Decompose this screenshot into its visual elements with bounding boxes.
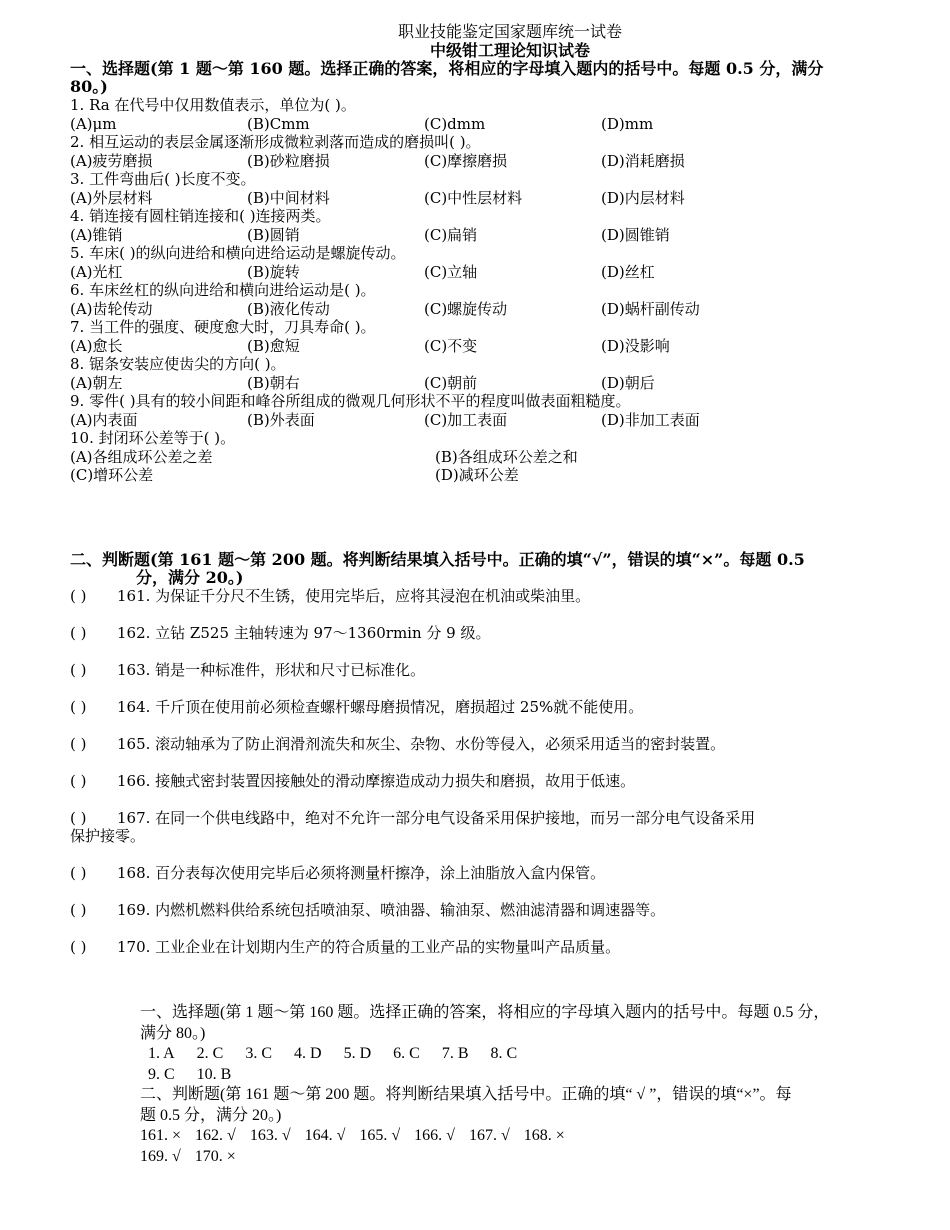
answer-blank: ( ) xyxy=(70,808,87,827)
answer-row xyxy=(140,1044,912,1065)
option-c: (C)增环公差 xyxy=(70,466,154,484)
option-c: (C)立轴 xyxy=(424,262,478,281)
answer-blank: ( ) xyxy=(70,901,87,919)
exam-page xyxy=(70,22,910,957)
answer-entry: 166. √ xyxy=(414,1127,455,1144)
option-c: (C)扁销 xyxy=(424,225,478,244)
judgment-item xyxy=(70,624,910,643)
question-item xyxy=(70,244,910,281)
answer-entry: 167. √ xyxy=(468,1127,510,1144)
option-c: (C)中性层材料 xyxy=(424,188,523,207)
option-a: (A)μm xyxy=(70,114,117,133)
option-a: (A)愈长 xyxy=(70,336,123,355)
option-b: (B)旋转 xyxy=(247,262,300,281)
option-c: (C)不变 xyxy=(424,336,478,355)
answer-entry: 161. × xyxy=(140,1127,182,1144)
answer-entry: 163. √ xyxy=(249,1127,291,1144)
answer-entry: 5. D xyxy=(343,1045,372,1062)
judgment-item xyxy=(70,772,910,791)
question-stem: 9. 零件( )具有的较小间距和峰谷所组成的微观几何形状不平的程度叫做表面粗糙度。 xyxy=(70,392,631,410)
option-c: (C)加工表面 xyxy=(424,410,508,429)
option-b: (B)中间材料 xyxy=(247,188,330,207)
answer-sec1-heading-cont: 满分 80。) xyxy=(140,1024,206,1042)
answer-sec1-heading: 一、选择题(第 1 题～第 160 题。选择正确的答案，将相应的字母填入题内的括号中。每题 0.5 分， xyxy=(140,1004,830,1021)
judgment-text: 166. 接触式密封装置因接触处的滑动摩擦造成动力损失和磨损，故用于低速。 xyxy=(117,771,636,790)
option-a: (A)齿轮传动 xyxy=(70,299,153,318)
answer-entry: 2. C xyxy=(196,1045,224,1062)
question-stem: 10. 封闭环公差等于( )。 xyxy=(70,429,236,447)
question-item xyxy=(70,96,910,133)
judgment-text: 169. 内燃机燃料供给系统包括喷油泵、喷油器、输油泵、燃油滤清器和调速器等。 xyxy=(117,901,666,919)
question-stem: 4. 销连接有圆柱销连接和( )连接两类。 xyxy=(70,207,331,225)
section1-heading: 一、选择题(第 1 题～第 160 题。选择正确的答案，将相应的字母填入题内的括号中。每题 0.5 分，满分 xyxy=(70,59,824,78)
option-b: (B)Cmm xyxy=(247,114,310,133)
judgment-item xyxy=(70,698,910,717)
option-d: (D)丝杠 xyxy=(601,262,655,281)
judgment-text: 162. 立钻 Z525 主轴转速为 97～1360rmin 分 9 级。 xyxy=(117,623,491,642)
judgment-text: 165. 滚动轴承为了防止润滑剂流失和灰尘、杂物、水份等侵入，必须采用适当的密封装置。 xyxy=(117,734,726,753)
option-d: (D)消耗磨损 xyxy=(601,151,685,170)
option-b: (B)圆销 xyxy=(247,225,300,244)
judgment-item xyxy=(70,864,910,883)
option-a: (A)外层材料 xyxy=(70,188,153,207)
section-multiple-choice xyxy=(70,60,910,485)
option-a: (A)各组成环公差之差 xyxy=(70,447,213,466)
answer-entry: 169. √ xyxy=(140,1147,181,1165)
answer-blank: ( ) xyxy=(70,660,87,679)
exam-subtitle: 中级钳工理论知识试卷 xyxy=(429,41,590,60)
answer-entry: 1. A xyxy=(148,1045,175,1062)
answer-row xyxy=(140,1065,912,1086)
option-c: (C)螺旋传动 xyxy=(424,299,508,318)
option-d: (D)圆锥销 xyxy=(601,225,670,244)
option-b: (B)液化传动 xyxy=(247,299,330,318)
judgment-text: 167. 在同一个供电线路中，绝对不允许一部分电气设备采用保护接地，而另一部分电气设备采用 xyxy=(117,808,756,827)
option-b: (B)外表面 xyxy=(247,410,315,429)
judgment-text: 168. 百分表每次使用完毕后必须将测量杆擦净，涂上油脂放入盒内保管。 xyxy=(117,864,606,882)
answer-blank: ( ) xyxy=(70,938,87,956)
answer-row xyxy=(140,1126,912,1147)
judgment-item xyxy=(70,901,910,920)
option-a: (A)内表面 xyxy=(70,410,138,429)
answer-entry: 170. × xyxy=(194,1147,236,1165)
answer-row xyxy=(140,1147,912,1168)
option-b: (B)砂粒磨损 xyxy=(247,151,330,170)
question-item xyxy=(70,355,910,392)
section-true-false xyxy=(70,551,910,957)
option-d: (D)减环公差 xyxy=(435,466,519,484)
judgment-text: 163. 销是一种标准件，形状和尺寸已标准化。 xyxy=(117,660,426,679)
judgment-item xyxy=(70,809,910,846)
judgment-item xyxy=(70,587,910,606)
answer-blank: ( ) xyxy=(70,586,87,605)
option-c: (C)dmm xyxy=(424,114,486,133)
question-stem: 8. 锯条安装应使齿尖的方向( )。 xyxy=(70,355,286,373)
answer-entry: 162. √ xyxy=(195,1127,236,1144)
question-stem: 2. 相互运动的表层金属逐渐形成微粒剥落而造成的磨损叫( )。 xyxy=(70,133,481,151)
answer-entry: 164. √ xyxy=(304,1127,346,1144)
question-item xyxy=(70,170,910,207)
answer-blank: ( ) xyxy=(70,864,87,882)
answer-sec2-heading: 二、判断题(第 161 题～第 200 题。将判断结果填入括号中。正确的填“ √ ”，错误的填“×”。每 xyxy=(140,1086,792,1103)
option-d: (D)mm xyxy=(601,114,654,133)
answer-entry: 7. B xyxy=(441,1045,469,1062)
option-d: (D)没影响 xyxy=(601,336,670,355)
option-a: (A)光杠 xyxy=(70,262,123,281)
exam-title: 职业技能鉴定国家题库统一试卷 xyxy=(397,22,622,41)
question-stem: 6. 车床丝杠的纵向进给和横向进给运动是( )。 xyxy=(70,281,376,299)
option-d: (D)内层材料 xyxy=(601,188,685,207)
option-b: (B)愈短 xyxy=(247,336,300,355)
option-a: (A)锥销 xyxy=(70,225,123,244)
judgment-text-cont: 保护接零。 xyxy=(70,827,146,845)
option-d: (D)非加工表面 xyxy=(601,410,700,429)
option-b: (B)朝右 xyxy=(247,373,300,392)
answer-entry: 10. B xyxy=(196,1065,232,1083)
judgment-item xyxy=(70,938,910,957)
option-c: (C)朝前 xyxy=(424,373,478,392)
option-d: (D)朝后 xyxy=(601,373,655,392)
answer-entry: 4. D xyxy=(294,1045,322,1062)
question-stem: 7. 当工件的强度、硬度愈大时，刀具寿命( )。 xyxy=(70,318,376,336)
section1-heading-cont: 80。) xyxy=(70,77,108,96)
judgment-item xyxy=(70,735,910,754)
answer-entry: 168. × xyxy=(523,1127,565,1144)
judgment-text: 164. 千斤顶在使用前必须检查螺杆螺母磨损情况，磨损超过 25%就不能使用。 xyxy=(117,697,644,716)
section2-heading-cont: 分，满分 20。) xyxy=(136,567,244,587)
answer-entry: 165. √ xyxy=(359,1127,401,1144)
option-a: (A)疲劳磨损 xyxy=(70,151,153,170)
question-item xyxy=(70,318,910,355)
question-list xyxy=(70,96,910,429)
option-d: (D)蜗杆副传动 xyxy=(601,299,700,318)
question-stem: 3. 工件弯曲后( )长度不变。 xyxy=(70,170,256,188)
answer-entry: 3. C xyxy=(245,1045,273,1062)
option-c: (C)摩擦磨损 xyxy=(424,151,508,170)
question-item xyxy=(70,133,910,170)
section2-heading: 二、判断题(第 161 题～第 200 题。将判断结果填入括号中。正确的填“√”，错误的填“×”。每题 0.5 xyxy=(70,549,805,569)
question-stem: 1. Ra 在代号中仅用数值表示，单位为( )。 xyxy=(70,96,356,114)
answer-entry: 8. C xyxy=(490,1045,518,1062)
question-item xyxy=(70,207,910,244)
judgment-text: 170. 工业企业在计划期内生产的符合质量的工业产品的实物量叫产品质量。 xyxy=(117,938,621,956)
answer-entry: 9. C xyxy=(148,1065,175,1083)
answer-entry: 6. C xyxy=(393,1045,420,1062)
answer-blank: ( ) xyxy=(70,734,87,753)
answer-blank: ( ) xyxy=(70,697,87,716)
judgment-list xyxy=(70,587,910,957)
question-stem: 5. 车床( )的纵向进给和横向进给运动是螺旋传动。 xyxy=(70,244,406,262)
answer-key xyxy=(140,1003,912,1167)
option-b: (B)各组成环公差之和 xyxy=(435,447,578,466)
answer-blank: ( ) xyxy=(70,771,87,790)
answer-sec2-heading-cont: 题 0.5 分，满分 20。) xyxy=(140,1106,282,1124)
judgment-item xyxy=(70,661,910,680)
option-a: (A)朝左 xyxy=(70,373,123,392)
question-item xyxy=(70,392,910,429)
question-10 xyxy=(70,429,910,485)
judgment-text: 161. 为保证千分尺不生锈，使用完毕后，应将其浸泡在机油或柴油里。 xyxy=(117,586,591,605)
answer-blank: ( ) xyxy=(70,623,87,642)
question-item xyxy=(70,281,910,318)
